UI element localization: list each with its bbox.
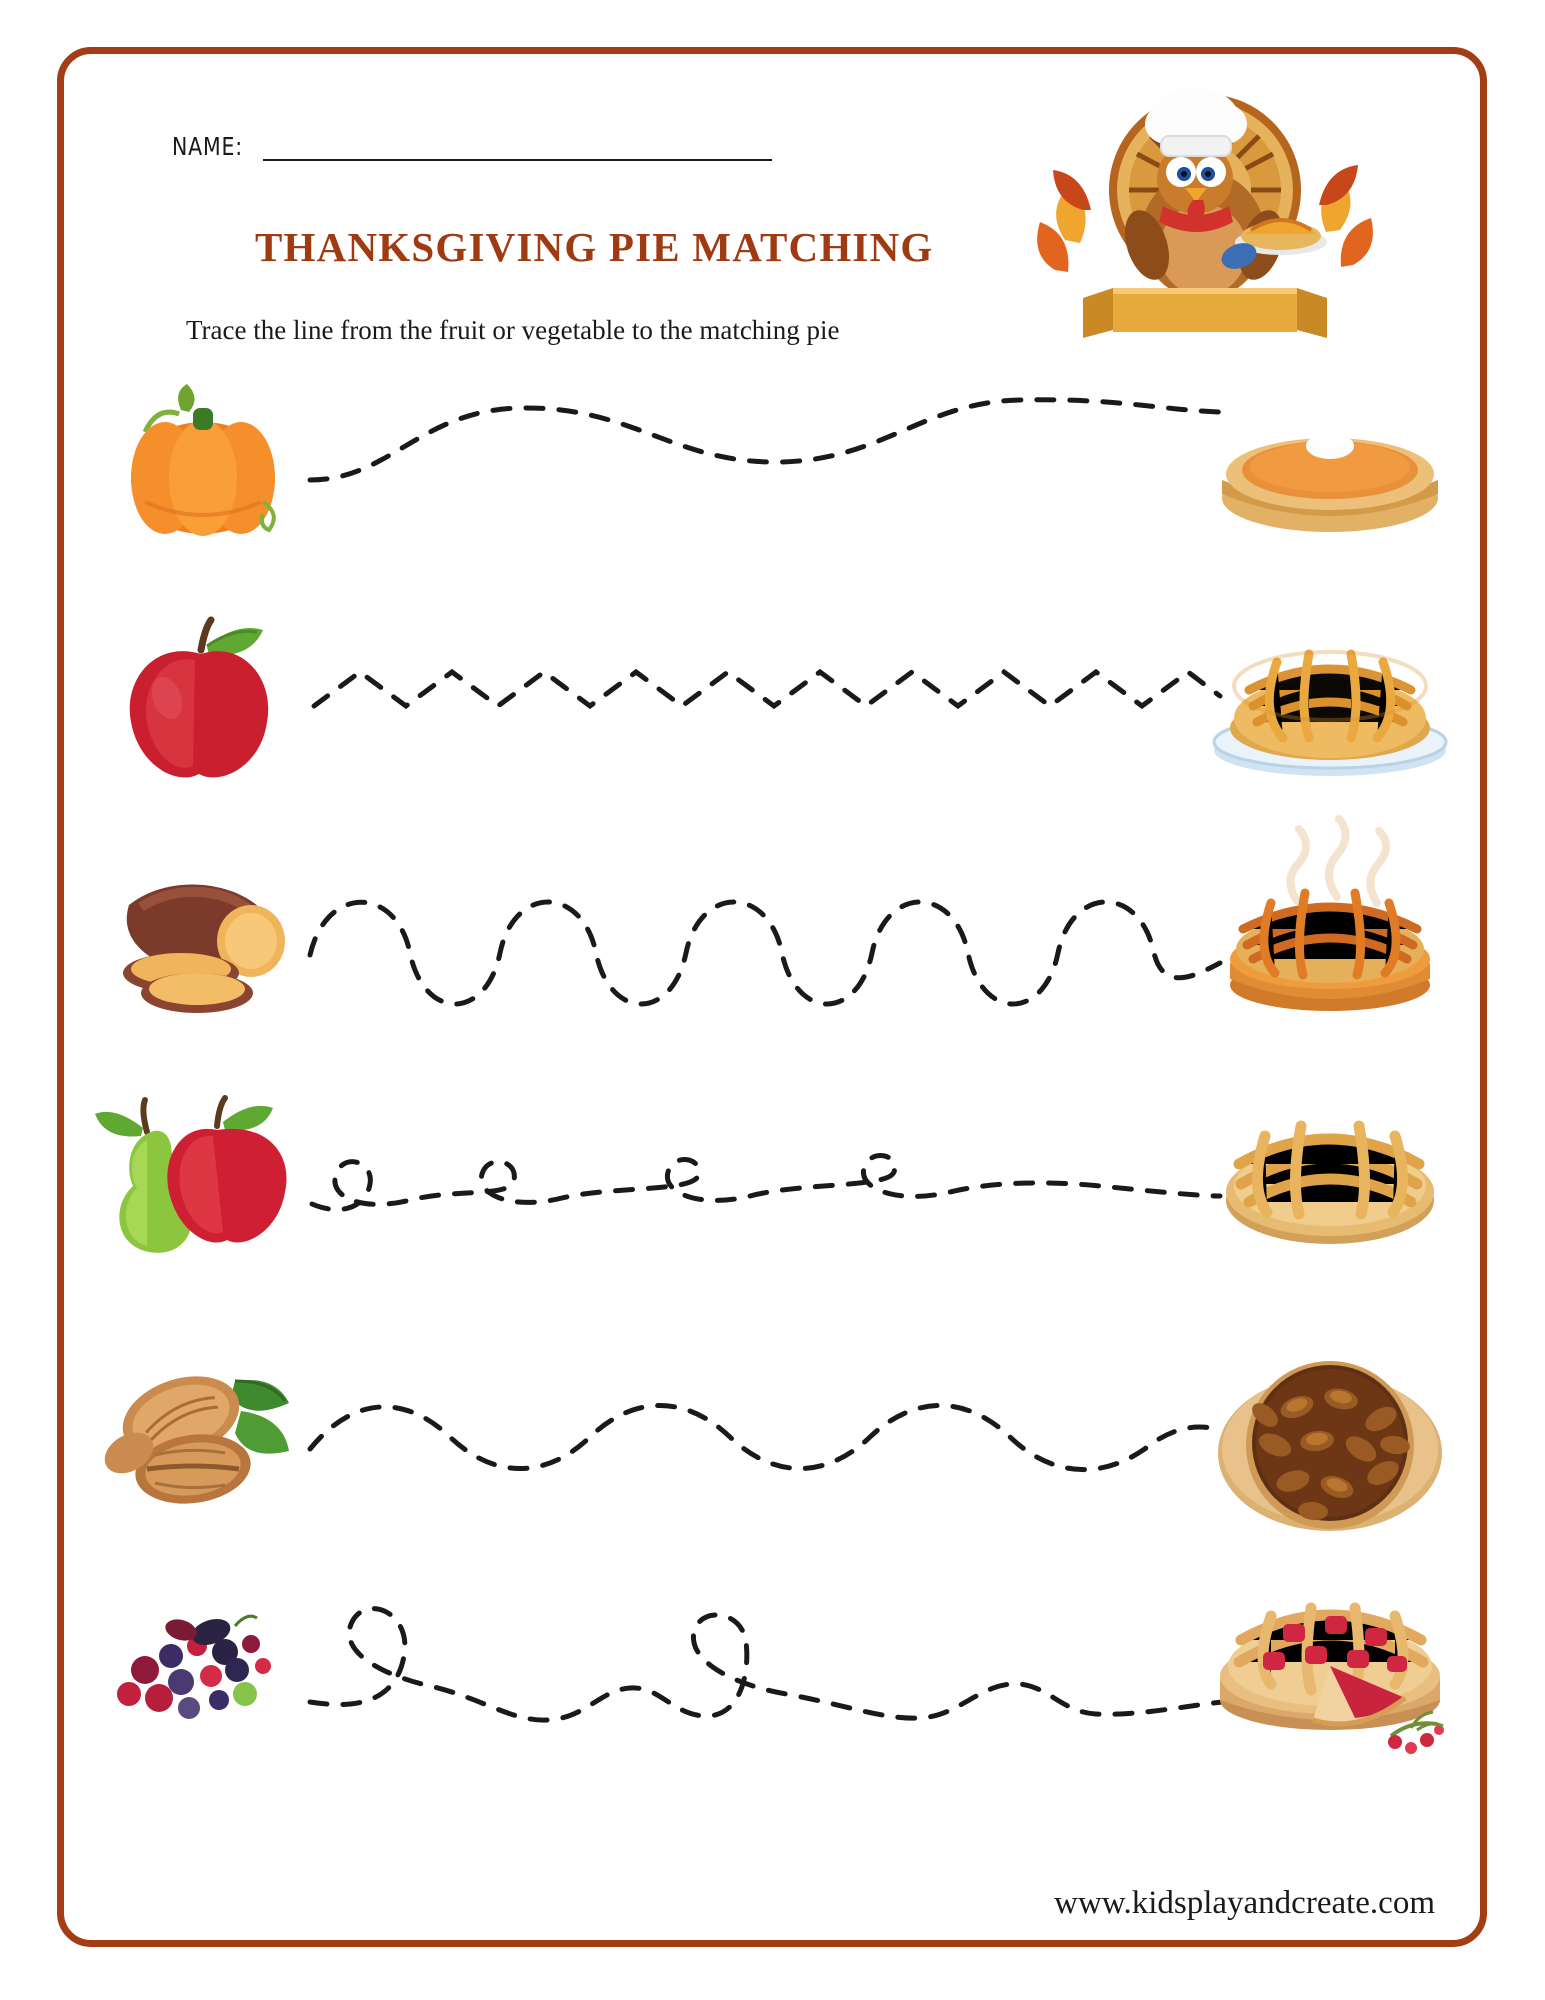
trace-line-5[interactable] xyxy=(300,1345,1230,1535)
mixed-berries-icon xyxy=(85,1570,315,1760)
trace-line-2[interactable] xyxy=(300,610,1230,800)
matching-row xyxy=(85,1080,1455,1270)
sweet-potato-pie-icon xyxy=(1205,845,1455,1035)
name-field-row[interactable] xyxy=(172,132,772,161)
name-label: NAME: xyxy=(172,132,244,161)
berry-pie-icon xyxy=(1205,1570,1455,1760)
trace-line-3[interactable] xyxy=(300,845,1230,1035)
matching-row xyxy=(85,845,1455,1035)
trace-line-1[interactable] xyxy=(300,370,1230,560)
pumpkin-icon xyxy=(85,370,315,560)
pumpkin-pie-icon xyxy=(1205,370,1455,560)
matching-row xyxy=(85,370,1455,560)
trace-line-4[interactable] xyxy=(300,1080,1230,1270)
apple-lattice-pie-icon xyxy=(1205,610,1455,800)
trace-line-6[interactable] xyxy=(300,1570,1230,1760)
pecan-nuts-icon xyxy=(85,1345,315,1535)
matching-row xyxy=(85,610,1455,800)
pecan-pie-icon xyxy=(1205,1345,1455,1535)
name-input-line[interactable] xyxy=(263,133,772,161)
matching-row xyxy=(85,1345,1455,1535)
thanksgiving-turkey-chef-logo xyxy=(1035,60,1375,360)
pear-apple-icon xyxy=(85,1080,315,1270)
sweet-potato-icon xyxy=(85,845,315,1035)
pear-apple-pie-icon xyxy=(1205,1080,1455,1270)
footer-url[interactable]: www.kidsplayandcreate.com xyxy=(1054,1885,1435,1921)
page-title: THANKSGIVING PIE MATCHING xyxy=(255,224,934,270)
apple-icon xyxy=(85,610,315,800)
instructions-text: Trace the line from the fruit or vegetable to the matching pie xyxy=(186,315,840,345)
matching-row xyxy=(85,1570,1455,1760)
